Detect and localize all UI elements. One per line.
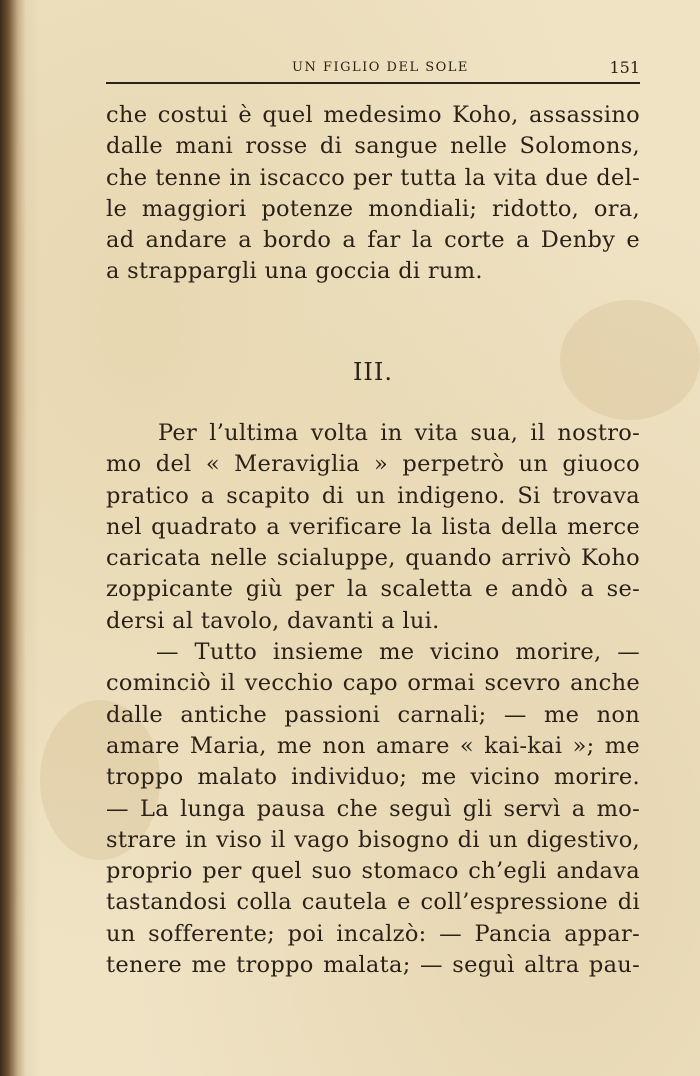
text-line: a strappargli una goccia di rum.: [106, 258, 483, 285]
text-line: proprio per quel suo stomaco ch’egli andava: [106, 858, 640, 885]
text-line: pratico a scapito di un indigeno. Si trovava: [106, 482, 640, 509]
running-head: [106, 58, 640, 80]
text-line: ad andare a bordo a far la corte a Denby e: [106, 227, 640, 254]
text-line: tenere me troppo malata; — seguì altra pau-: [106, 952, 640, 979]
text-line: dersi al tavolo, davanti a lui.: [106, 607, 440, 634]
text-line: nel quadrato a verificare la lista della merce: [106, 513, 640, 540]
body-text: [106, 418, 640, 981]
book-spine-shadow: [0, 0, 26, 1076]
text-line: dalle mani rosse di sangue nelle Solomons,: [106, 133, 640, 160]
header-rule: [106, 82, 640, 84]
text-line: — La lunga pausa che seguì gli servì a mo-: [106, 795, 640, 822]
top-paragraph: [106, 100, 640, 288]
text-line: dalle antiche passioni carnali; — me non: [106, 701, 640, 728]
text-line: strare in viso il vago bisogno di un digestivo,: [106, 826, 640, 853]
text-line: mo del « Meraviglia » perpetrò un giuoco: [106, 451, 640, 478]
book-page: [106, 0, 640, 1076]
text-line: Per l’ultima volta in vita sua, il nostro-: [158, 420, 640, 446]
text-line: troppo malato individuo; me vicino morire.: [106, 764, 640, 791]
text-line: zoppicante giù per la scaletta e andò a se-: [106, 576, 640, 603]
text-line: le maggiori potenze mondiali; ridotto, ora,: [106, 195, 640, 222]
text-line: — Tutto insieme me vicino morire, —: [156, 639, 640, 666]
text-line: che tenne in iscacco per tutta la vita due del-: [106, 164, 640, 191]
text-line: tastandosi colla cautela e coll’espressione di: [106, 889, 640, 916]
text-line: un sofferente; poi incalzò: — Pancia appar-: [106, 920, 640, 947]
text-line: amare Maria, me non amare « kai-kai »; me: [106, 732, 640, 759]
text-line: caricata nelle scialuppe, quando arrivò Koho: [106, 545, 640, 572]
text-line: cominciò il vecchio capo ormai scevro anche: [106, 670, 640, 697]
page-number: 151: [609, 58, 640, 77]
text-line: che costui è quel medesimo Koho, assassino: [106, 102, 640, 128]
running-title: UN FIGLIO DEL SOLE: [292, 60, 469, 75]
section-heading: III.: [352, 358, 394, 386]
